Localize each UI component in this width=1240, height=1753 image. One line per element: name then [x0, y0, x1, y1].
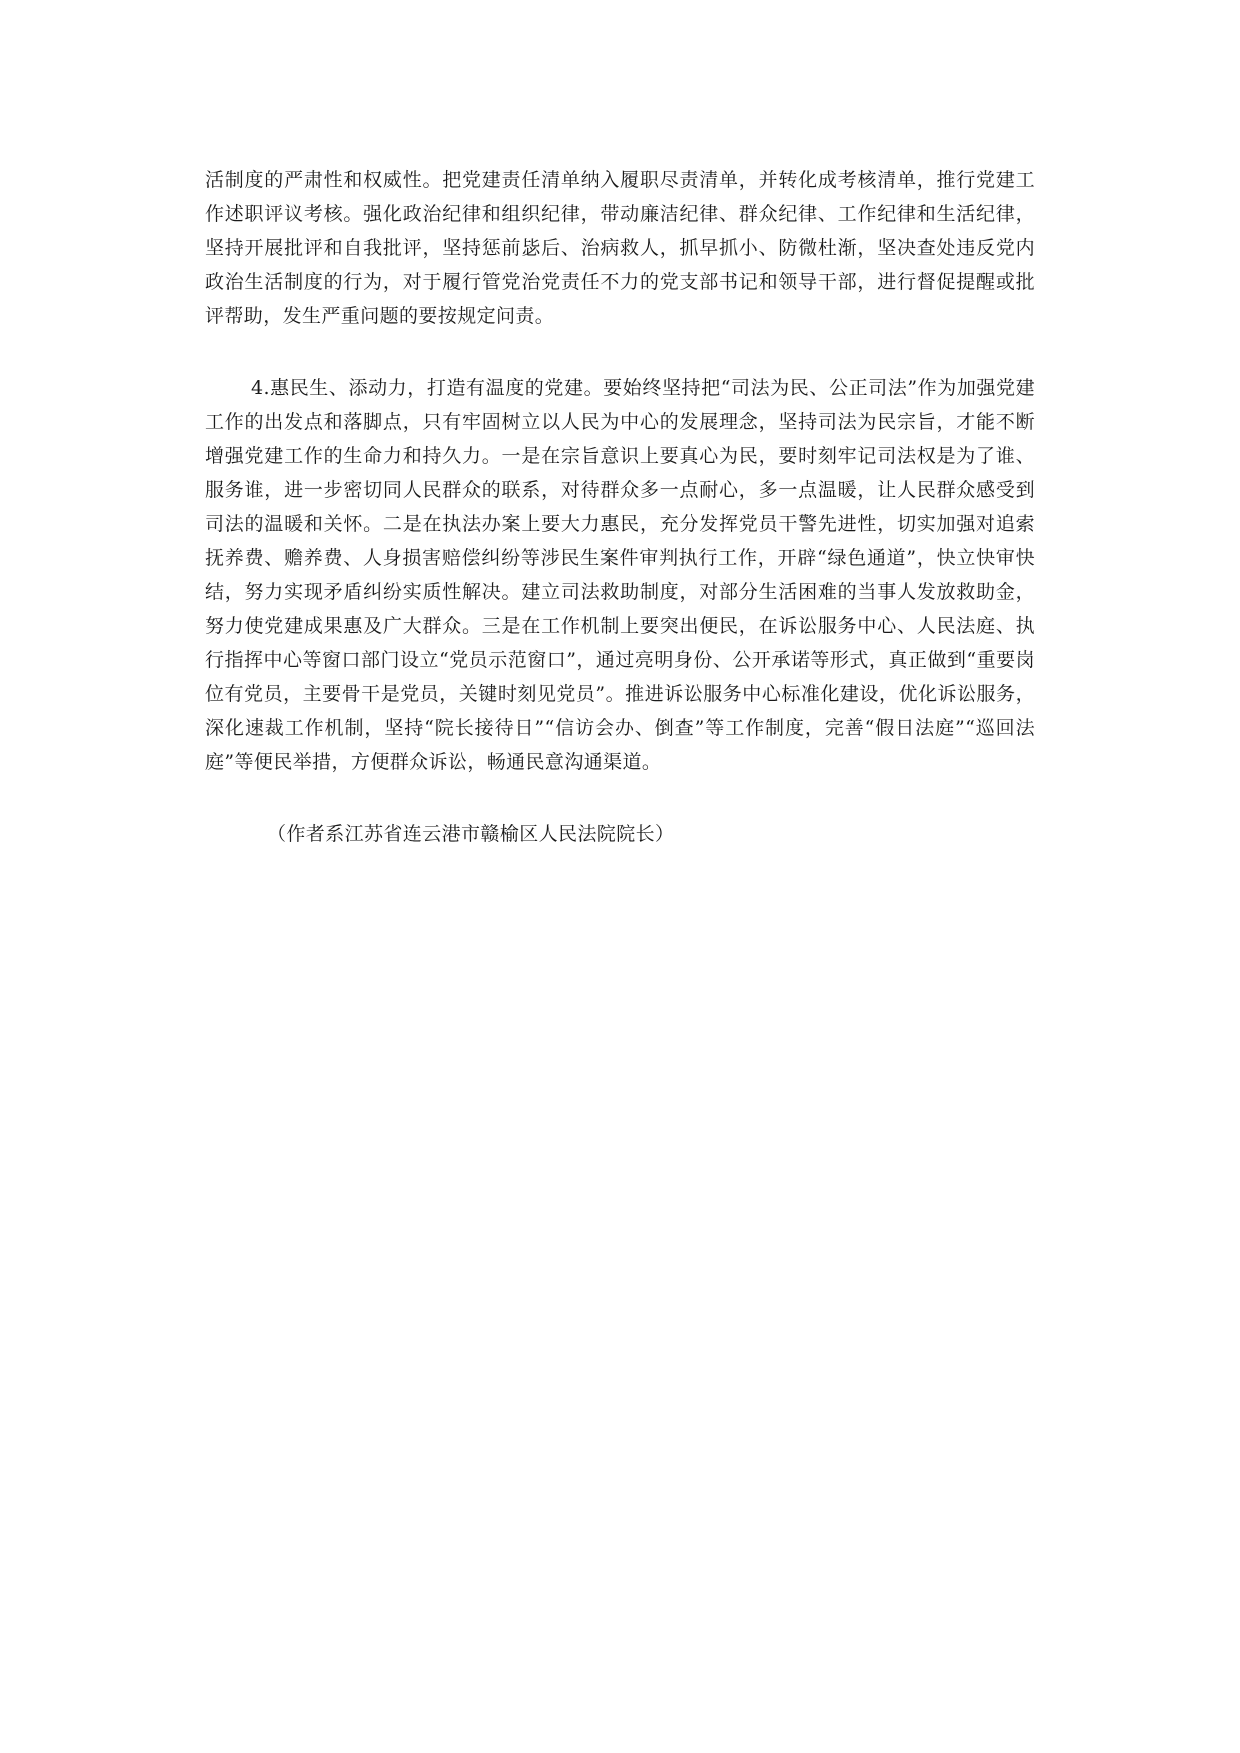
document-body — [205, 163, 1035, 851]
paragraph-section-4: 4.惠民生、添动力，打造有温度的党建。要始终坚持把“司法为民、公正司法”作为加强党建工作的出发点和落脚点，只有牢固树立以人民为中心的发展理念，坚持司法为民宗旨，才能不断增强党建工作的生命力和持久力。一是在宗旨意识上要真心为民，要时刻牢记司法权是为了谁、服务谁，进一步密切同人民群众的联系，对待群众多一点耐心，多一点温暖，让人民群众感受到司法的温暖和关怀。二是在执法办案上要大力惠民，充分发挥党员干警先进性，切实加强对追索抚养费、赡养费、人身损害赔偿纠纷等涉民生案件审判执行工作，开辟“绿色通道”，快立快审快结，努力实现矛盾纠纷实质性解决。建立司法救助制度，对部分生活困难的当事人发放救助金，努力使党建成果惠及广大群众。三是在工作机制上要突出便民，在诉讼服务中心、人民法庭、执行指挥中心等窗口部门设立“党员示范窗口”，通过亮明身份、公开承诺等形式，真正做到“重要岗位有党员，主要骨干是党员，关键时刻见党员”。推进诉讼服务中心标准化建设，优化诉讼服务，深化速裁工作机制，坚持“院长接待日”“信访会办、倒查”等工作制度，完善“假日法庭”“巡回法庭”等便民举措，方便群众诉讼，畅通民意沟通渠道。 — [205, 377, 1035, 773]
author-byline: （作者系江苏省连云港市赣榆区人民法院院长） — [267, 823, 675, 845]
paragraph-continuation: 活制度的严肃性和权威性。把党建责任清单纳入履职尽责清单，并转化成考核清单，推行党建工作述职评议考核。强化政治纪律和组织纪律，带动廉洁纪律、群众纪律、工作纪律和生活纪律，坚持开展批评和自我批评，坚持惩前毖后、治病救人，抓早抓小、防微杜渐，坚决查处违反党内政治生活制度的行为，对于履行管党治党责任不力的党支部书记和领导干部，进行督促提醒或批评帮助，发生严重问题的要按规定问责。 — [205, 169, 1035, 327]
